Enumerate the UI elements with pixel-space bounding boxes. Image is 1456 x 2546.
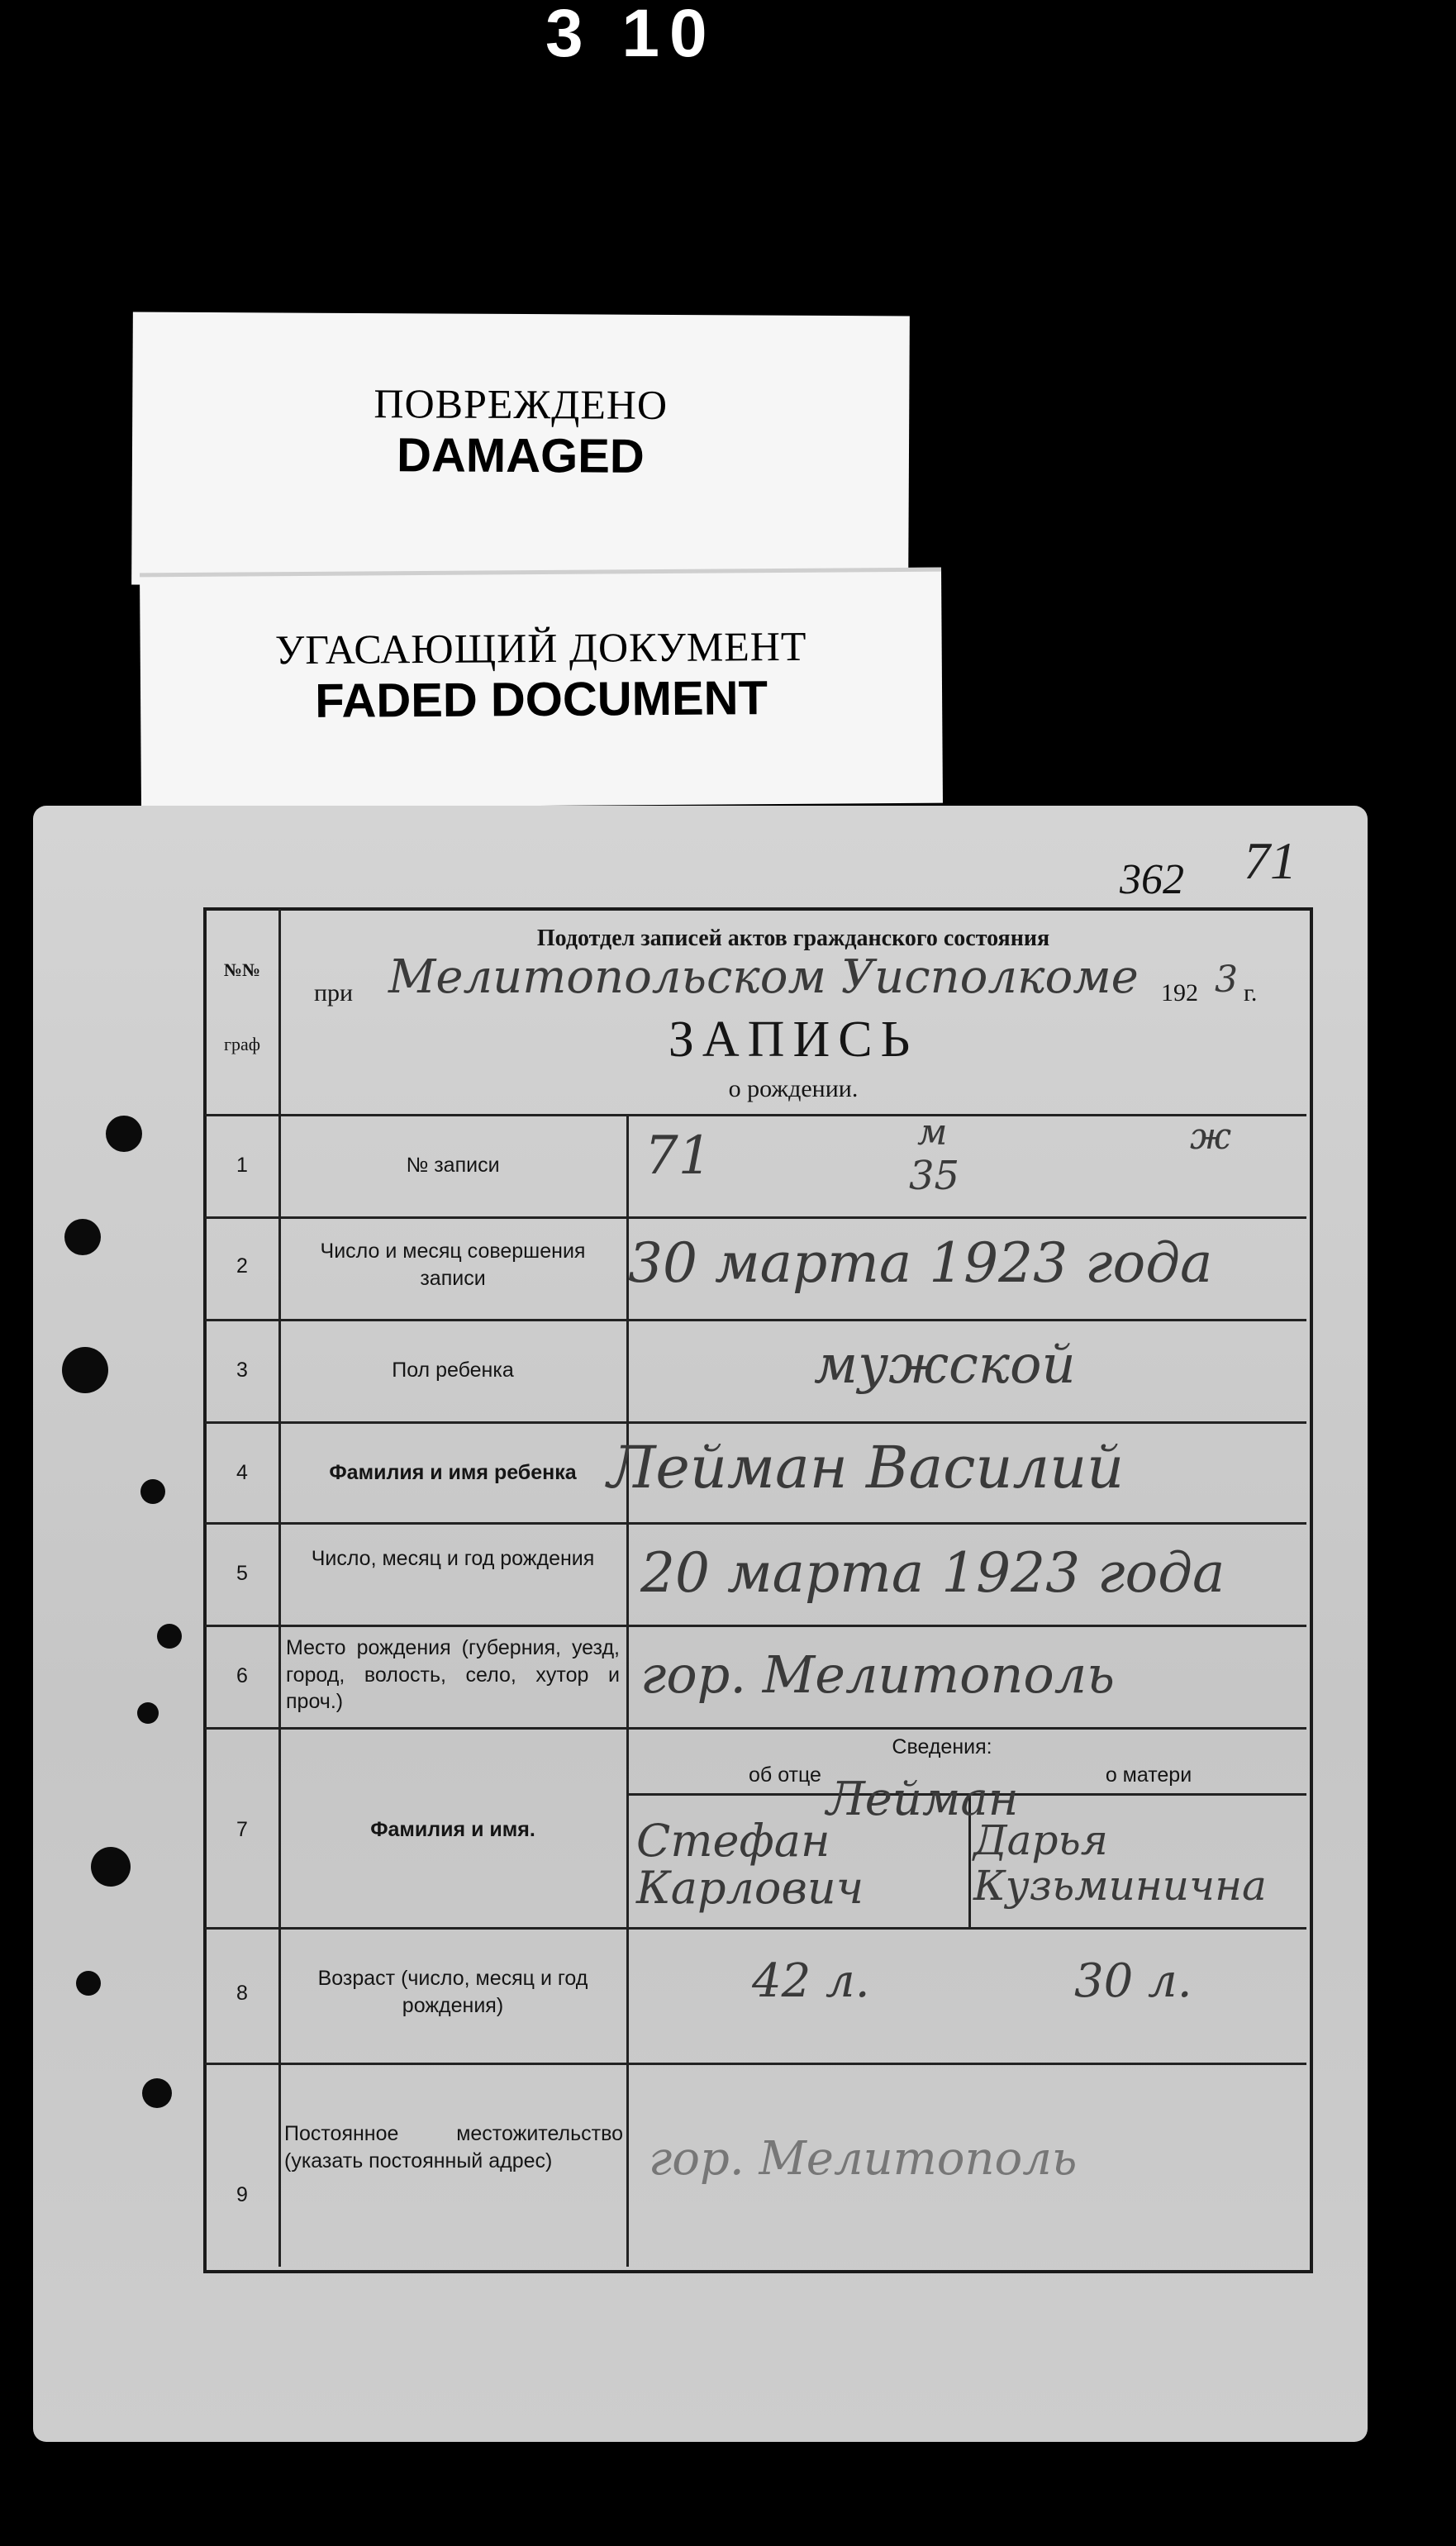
damaged-label-ru: ПОВРЕЖДЕНО [374, 380, 669, 428]
archive-number: 3 10 [545, 0, 717, 58]
table-divider [205, 1727, 1306, 1730]
record-title: ЗАПИСЬ [668, 1011, 919, 1068]
page-number: 362 [1120, 856, 1184, 903]
year-prefix: 192 [1161, 979, 1198, 1007]
row-number: 5 [236, 1562, 248, 1585]
column-label: граф [223, 1034, 261, 1054]
row-number: 6 [236, 1664, 248, 1687]
row-number: 4 [236, 1461, 248, 1484]
row-label: Возраст (число, месяц и год рождения) [317, 1967, 588, 2017]
page-number-secondary: 71 [1244, 831, 1297, 890]
table-divider [205, 1114, 1306, 1116]
row-label: Фамилия и имя. [370, 1818, 535, 1841]
binding-hole [137, 1702, 159, 1724]
table-divider [205, 1421, 1306, 1424]
registration-date-value: 30 марта 1923 года [628, 1231, 1213, 1295]
handwritten-year: 3 [1215, 959, 1238, 1001]
record-subtitle: о рождении. [728, 1075, 859, 1102]
row-label: Число, месяц и год рождения [311, 1547, 595, 1570]
row-number: 2 [236, 1254, 248, 1278]
binding-hole [106, 1116, 142, 1152]
binding-hole [64, 1219, 101, 1255]
mother-age-value: 30 л. [1074, 1954, 1192, 2008]
row-label: Место рождения (губерния, уезд, город, волость, село, хутор и проч.) [286, 1636, 620, 1713]
mother-column-heading: о матери [1105, 1763, 1192, 1787]
row-number: 7 [236, 1818, 248, 1841]
male-count-label: м [917, 1111, 948, 1154]
table-divider [205, 1927, 1306, 1930]
record-number-value: 71 [645, 1125, 712, 1187]
father-name-value: Стефан Карлович [636, 1815, 864, 1914]
row-number: 1 [236, 1154, 248, 1177]
binding-hole [91, 1847, 131, 1887]
column-label: №№ [223, 959, 261, 980]
damaged-label-en: DAMAGED [396, 428, 645, 483]
row-number: 8 [236, 1982, 248, 2005]
binding-hole [62, 1347, 108, 1393]
row-label: Постоянное местожительство (указать постоянный адрес) [284, 2122, 623, 2172]
mother-name-value: Дарья Кузьминична [973, 1816, 1267, 1910]
residence-value: гор. Мелитополь [649, 2132, 1078, 2186]
sex-value: мужской [814, 1335, 1076, 1396]
binding-hole [140, 1479, 165, 1504]
surname-value: Лейман [826, 1773, 1019, 1826]
male-count-value: 35 [909, 1153, 960, 1199]
year-suffix: г. [1244, 979, 1258, 1007]
table-divider [205, 1522, 1306, 1525]
row-label: Пол ребенка [392, 1359, 514, 1382]
row-number: 9 [236, 2183, 248, 2206]
at-prefix: при [314, 979, 354, 1007]
row-label: № записи [406, 1154, 500, 1177]
birth-place-value: гор. Мелитополь [640, 1644, 1115, 1705]
faded-label-ru: УГАСАЮЩИЙ ДОКУМЕНТ [274, 622, 807, 673]
child-name-value: Лейман Василий [607, 1434, 1125, 1501]
damaged-label [131, 312, 910, 589]
info-heading: Сведения: [892, 1735, 992, 1758]
female-count-label: ж [1190, 1116, 1232, 1158]
birth-date-value: 20 марта 1923 года [640, 1541, 1225, 1605]
row-label: Фамилия и имя ребенка [329, 1461, 577, 1484]
table-divider [205, 1625, 1306, 1627]
subdivision-heading: Подотдел записей актов гражданского состояния [536, 926, 1050, 951]
handwritten-institution: Мелитопольском Уисполкоме [388, 950, 1139, 1004]
table-divider [205, 1216, 1306, 1219]
father-column-heading: об отце [749, 1763, 821, 1787]
father-age-value: 42 л. [752, 1954, 870, 2008]
row-label: Число и месяц совершения записи [320, 1240, 586, 1290]
faded-label [140, 568, 943, 809]
binding-hole [76, 1971, 101, 1996]
faded-label-en: FADED DOCUMENT [314, 671, 768, 728]
binding-hole [157, 1624, 182, 1649]
binding-hole [142, 2078, 172, 2108]
table-divider [205, 1319, 1306, 1321]
row-number: 3 [236, 1359, 248, 1382]
table-divider [205, 2063, 1306, 2065]
